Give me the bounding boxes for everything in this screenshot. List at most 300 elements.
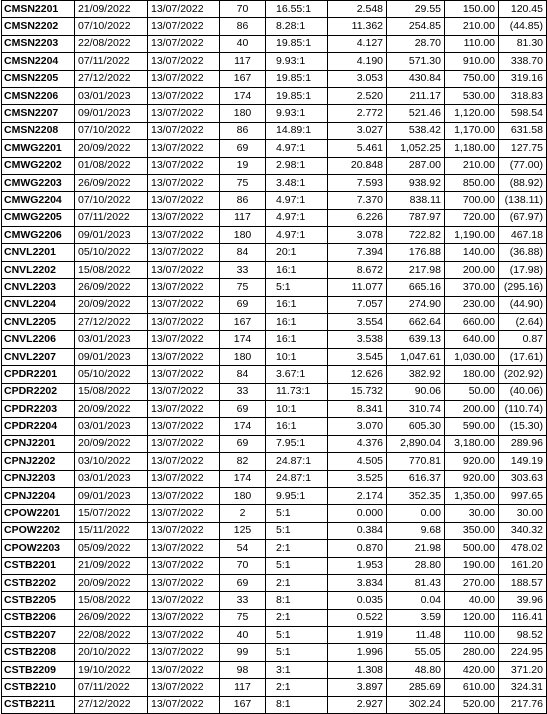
price-cell: 640.00: [445, 331, 499, 348]
price-cell: 850.00: [445, 174, 499, 191]
table-row: [2, 400, 547, 417]
expiry-date-cell: 07/10/2022: [75, 122, 148, 139]
table-row: [2, 453, 547, 470]
warrant-code-cell: CMSN2203: [2, 35, 75, 52]
table-row: [2, 70, 547, 87]
warrant-code-cell: CSTB2201: [2, 557, 75, 574]
expiry-date-cell: 26/09/2022: [75, 174, 148, 191]
value-per-unit-cell: 0.384: [328, 522, 387, 539]
expiry-date-cell: 20/10/2022: [75, 644, 148, 661]
value-per-unit-cell: 3.027: [328, 122, 387, 139]
days-remaining-cell: 180: [220, 487, 266, 504]
valuation-date-cell: 13/07/2022: [148, 87, 220, 104]
table-row: [2, 627, 547, 644]
days-remaining-cell: 174: [220, 331, 266, 348]
difference-cell: 371.20: [499, 661, 547, 678]
warrant-code-cell: CPNJ2204: [2, 487, 75, 504]
table-row: [2, 644, 547, 661]
days-remaining-cell: 54: [220, 540, 266, 557]
conversion-ratio-cell: 2:1: [266, 574, 328, 591]
difference-cell: 188.57: [499, 574, 547, 591]
value-per-unit-cell: 3.834: [328, 574, 387, 591]
expiry-date-cell: 07/11/2022: [75, 679, 148, 696]
value-per-unit-cell: 0.522: [328, 609, 387, 626]
days-remaining-cell: 167: [220, 314, 266, 331]
value-per-unit-cell: 1.953: [328, 557, 387, 574]
difference-cell: 161.20: [499, 557, 547, 574]
valuation-date-cell: 13/07/2022: [148, 331, 220, 348]
price-cell: 920.00: [445, 470, 499, 487]
days-remaining-cell: 33: [220, 261, 266, 278]
warrant-code-cell: CMWG2202: [2, 157, 75, 174]
expiry-date-cell: 15/08/2022: [75, 592, 148, 609]
expiry-date-cell: 09/01/2023: [75, 487, 148, 504]
days-remaining-cell: 180: [220, 348, 266, 365]
warrant-code-cell: CNVL2203: [2, 279, 75, 296]
amount-cell: 639.13: [387, 331, 445, 348]
amount-cell: 605.30: [387, 418, 445, 435]
difference-cell: (295.16): [499, 279, 547, 296]
warrant-code-cell: CSTB2211: [2, 696, 75, 713]
conversion-ratio-cell: 16.55:1: [266, 1, 328, 18]
expiry-date-cell: 15/11/2022: [75, 522, 148, 539]
difference-cell: 598.54: [499, 105, 547, 122]
warrant-code-cell: CPOW2202: [2, 522, 75, 539]
value-per-unit-cell: 3.078: [328, 227, 387, 244]
days-remaining-cell: 167: [220, 70, 266, 87]
amount-cell: 0.00: [387, 505, 445, 522]
expiry-date-cell: 20/09/2022: [75, 400, 148, 417]
amount-cell: 9.68: [387, 522, 445, 539]
difference-cell: 81.30: [499, 35, 547, 52]
amount-cell: 2,890.04: [387, 435, 445, 452]
difference-cell: 30.00: [499, 505, 547, 522]
table-row: [2, 383, 547, 400]
difference-cell: 217.76: [499, 696, 547, 713]
difference-cell: 318.83: [499, 87, 547, 104]
value-per-unit-cell: 1.996: [328, 644, 387, 661]
warrant-code-cell: CSTB2207: [2, 627, 75, 644]
days-remaining-cell: 125: [220, 522, 266, 539]
table-row: [2, 540, 547, 557]
value-per-unit-cell: 20.848: [328, 157, 387, 174]
table-row: [2, 557, 547, 574]
expiry-date-cell: 22/08/2022: [75, 627, 148, 644]
value-per-unit-cell: 3.545: [328, 348, 387, 365]
conversion-ratio-cell: 4.97:1: [266, 140, 328, 157]
difference-cell: (15.30): [499, 418, 547, 435]
days-remaining-cell: 69: [220, 574, 266, 591]
expiry-date-cell: 27/12/2022: [75, 70, 148, 87]
difference-cell: (2.64): [499, 314, 547, 331]
expiry-date-cell: 09/01/2023: [75, 105, 148, 122]
expiry-date-cell: 09/01/2023: [75, 227, 148, 244]
table-row: [2, 53, 547, 70]
valuation-date-cell: 13/07/2022: [148, 122, 220, 139]
days-remaining-cell: 33: [220, 592, 266, 609]
conversion-ratio-cell: 8:1: [266, 592, 328, 609]
price-cell: 750.00: [445, 70, 499, 87]
days-remaining-cell: 174: [220, 418, 266, 435]
conversion-ratio-cell: 9.93:1: [266, 53, 328, 70]
value-per-unit-cell: 3.525: [328, 470, 387, 487]
table-body: [2, 1, 547, 714]
expiry-date-cell: 05/10/2022: [75, 244, 148, 261]
conversion-ratio-cell: 2:1: [266, 540, 328, 557]
amount-cell: 616.37: [387, 470, 445, 487]
valuation-date-cell: 13/07/2022: [148, 1, 220, 18]
amount-cell: 382.92: [387, 366, 445, 383]
table-row: [2, 435, 547, 452]
price-cell: 500.00: [445, 540, 499, 557]
valuation-date-cell: 13/07/2022: [148, 627, 220, 644]
warrant-code-cell: CNVL2202: [2, 261, 75, 278]
difference-cell: 127.75: [499, 140, 547, 157]
warrant-code-cell: CMWG2205: [2, 209, 75, 226]
table-row: [2, 696, 547, 713]
valuation-date-cell: 13/07/2022: [148, 296, 220, 313]
difference-cell: 116.41: [499, 609, 547, 626]
difference-cell: (17.98): [499, 261, 547, 278]
value-per-unit-cell: 7.593: [328, 174, 387, 191]
amount-cell: 285.69: [387, 679, 445, 696]
valuation-date-cell: 13/07/2022: [148, 209, 220, 226]
warrant-code-cell: CPNJ2202: [2, 453, 75, 470]
amount-cell: 662.64: [387, 314, 445, 331]
amount-cell: 0.04: [387, 592, 445, 609]
valuation-date-cell: 13/07/2022: [148, 540, 220, 557]
table-row: [2, 331, 547, 348]
value-per-unit-cell: 12.626: [328, 366, 387, 383]
warrant-code-cell: CNVL2201: [2, 244, 75, 261]
table-row: [2, 279, 547, 296]
conversion-ratio-cell: 24.87:1: [266, 470, 328, 487]
warrant-table: [1, 0, 547, 714]
days-remaining-cell: 167: [220, 696, 266, 713]
value-per-unit-cell: 2.772: [328, 105, 387, 122]
table-row: [2, 609, 547, 626]
warrant-code-cell: CPDR2202: [2, 383, 75, 400]
expiry-date-cell: 15/08/2022: [75, 383, 148, 400]
value-per-unit-cell: 6.226: [328, 209, 387, 226]
difference-cell: 631.58: [499, 122, 547, 139]
valuation-date-cell: 13/07/2022: [148, 261, 220, 278]
expiry-date-cell: 20/09/2022: [75, 296, 148, 313]
days-remaining-cell: 75: [220, 279, 266, 296]
conversion-ratio-cell: 8.28:1: [266, 18, 328, 35]
conversion-ratio-cell: 9.95:1: [266, 487, 328, 504]
table-row: [2, 661, 547, 678]
value-per-unit-cell: 3.554: [328, 314, 387, 331]
expiry-date-cell: 19/10/2022: [75, 661, 148, 678]
expiry-date-cell: 20/09/2022: [75, 140, 148, 157]
price-cell: 1,170.00: [445, 122, 499, 139]
valuation-date-cell: 13/07/2022: [148, 366, 220, 383]
warrant-code-cell: CMSN2205: [2, 70, 75, 87]
difference-cell: (138.11): [499, 192, 547, 209]
table-row: [2, 244, 547, 261]
difference-cell: 0.87: [499, 331, 547, 348]
table-row: [2, 122, 547, 139]
difference-cell: 149.19: [499, 453, 547, 470]
days-remaining-cell: 117: [220, 209, 266, 226]
difference-cell: 39.96: [499, 592, 547, 609]
price-cell: 40.00: [445, 592, 499, 609]
expiry-date-cell: 07/10/2022: [75, 192, 148, 209]
conversion-ratio-cell: 3:1: [266, 661, 328, 678]
conversion-ratio-cell: 7.95:1: [266, 435, 328, 452]
warrant-code-cell: CMSN2202: [2, 18, 75, 35]
expiry-date-cell: 27/12/2022: [75, 696, 148, 713]
days-remaining-cell: 33: [220, 383, 266, 400]
amount-cell: 211.17: [387, 87, 445, 104]
warrant-code-cell: CPOW2201: [2, 505, 75, 522]
conversion-ratio-cell: 19.85:1: [266, 70, 328, 87]
value-per-unit-cell: 2.520: [328, 87, 387, 104]
value-per-unit-cell: 15.732: [328, 383, 387, 400]
valuation-date-cell: 13/07/2022: [148, 227, 220, 244]
valuation-date-cell: 13/07/2022: [148, 435, 220, 452]
price-cell: 230.00: [445, 296, 499, 313]
difference-cell: 289.96: [499, 435, 547, 452]
difference-cell: (17.61): [499, 348, 547, 365]
days-remaining-cell: 84: [220, 244, 266, 261]
valuation-date-cell: 13/07/2022: [148, 383, 220, 400]
amount-cell: 48.80: [387, 661, 445, 678]
expiry-date-cell: 03/01/2023: [75, 470, 148, 487]
table-row: [2, 314, 547, 331]
difference-cell: 338.70: [499, 53, 547, 70]
days-remaining-cell: 40: [220, 627, 266, 644]
amount-cell: 787.97: [387, 209, 445, 226]
difference-cell: 340.32: [499, 522, 547, 539]
conversion-ratio-cell: 19.85:1: [266, 87, 328, 104]
amount-cell: 55.05: [387, 644, 445, 661]
amount-cell: 571.30: [387, 53, 445, 70]
days-remaining-cell: 180: [220, 105, 266, 122]
table-row: [2, 522, 547, 539]
table-row: [2, 261, 547, 278]
valuation-date-cell: 13/07/2022: [148, 53, 220, 70]
warrant-code-cell: CSTB2209: [2, 661, 75, 678]
valuation-date-cell: 13/07/2022: [148, 470, 220, 487]
valuation-date-cell: 13/07/2022: [148, 661, 220, 678]
days-remaining-cell: 86: [220, 192, 266, 209]
value-per-unit-cell: 0.870: [328, 540, 387, 557]
table-row: [2, 18, 547, 35]
warrant-code-cell: CMWG2201: [2, 140, 75, 157]
warrant-code-cell: CPDR2203: [2, 400, 75, 417]
conversion-ratio-cell: 14.89:1: [266, 122, 328, 139]
amount-cell: 1,047.61: [387, 348, 445, 365]
expiry-date-cell: 21/09/2022: [75, 557, 148, 574]
days-remaining-cell: 117: [220, 679, 266, 696]
days-remaining-cell: 180: [220, 227, 266, 244]
table-row: [2, 470, 547, 487]
valuation-date-cell: 13/07/2022: [148, 157, 220, 174]
expiry-date-cell: 03/01/2023: [75, 331, 148, 348]
value-per-unit-cell: 1.919: [328, 627, 387, 644]
conversion-ratio-cell: 10:1: [266, 348, 328, 365]
amount-cell: 29.55: [387, 1, 445, 18]
expiry-date-cell: 05/09/2022: [75, 540, 148, 557]
table-row: [2, 227, 547, 244]
price-cell: 590.00: [445, 418, 499, 435]
conversion-ratio-cell: 2:1: [266, 609, 328, 626]
days-remaining-cell: 86: [220, 18, 266, 35]
valuation-date-cell: 13/07/2022: [148, 644, 220, 661]
amount-cell: 310.74: [387, 400, 445, 417]
days-remaining-cell: 2: [220, 505, 266, 522]
price-cell: 190.00: [445, 557, 499, 574]
conversion-ratio-cell: 16:1: [266, 261, 328, 278]
expiry-date-cell: 03/01/2023: [75, 418, 148, 435]
table-row: [2, 505, 547, 522]
warrant-code-cell: CMSN2208: [2, 122, 75, 139]
price-cell: 530.00: [445, 87, 499, 104]
warrant-code-cell: CSTB2206: [2, 609, 75, 626]
price-cell: 420.00: [445, 661, 499, 678]
value-per-unit-cell: 3.070: [328, 418, 387, 435]
amount-cell: 938.92: [387, 174, 445, 191]
table-row: [2, 87, 547, 104]
value-per-unit-cell: 4.505: [328, 453, 387, 470]
expiry-date-cell: 07/11/2022: [75, 53, 148, 70]
price-cell: 610.00: [445, 679, 499, 696]
difference-cell: 997.65: [499, 487, 547, 504]
days-remaining-cell: 86: [220, 122, 266, 139]
price-cell: 110.00: [445, 35, 499, 52]
warrant-code-cell: CSTB2202: [2, 574, 75, 591]
days-remaining-cell: 117: [220, 53, 266, 70]
value-per-unit-cell: 7.370: [328, 192, 387, 209]
warrant-code-cell: CPNJ2201: [2, 435, 75, 452]
conversion-ratio-cell: 20:1: [266, 244, 328, 261]
valuation-date-cell: 13/07/2022: [148, 348, 220, 365]
days-remaining-cell: 84: [220, 366, 266, 383]
expiry-date-cell: 26/09/2022: [75, 609, 148, 626]
warrant-code-cell: CMSN2204: [2, 53, 75, 70]
amount-cell: 430.84: [387, 70, 445, 87]
valuation-date-cell: 13/07/2022: [148, 105, 220, 122]
amount-cell: 302.24: [387, 696, 445, 713]
amount-cell: 538.42: [387, 122, 445, 139]
conversion-ratio-cell: 16:1: [266, 314, 328, 331]
price-cell: 1,030.00: [445, 348, 499, 365]
difference-cell: (44.85): [499, 18, 547, 35]
valuation-date-cell: 13/07/2022: [148, 174, 220, 191]
price-cell: 1,180.00: [445, 140, 499, 157]
amount-cell: 217.98: [387, 261, 445, 278]
difference-cell: (88.92): [499, 174, 547, 191]
days-remaining-cell: 69: [220, 296, 266, 313]
warrant-code-cell: CNVL2207: [2, 348, 75, 365]
amount-cell: 21.98: [387, 540, 445, 557]
table-row: [2, 157, 547, 174]
valuation-date-cell: 13/07/2022: [148, 244, 220, 261]
amount-cell: 28.70: [387, 35, 445, 52]
conversion-ratio-cell: 2:1: [266, 679, 328, 696]
days-remaining-cell: 69: [220, 435, 266, 452]
difference-cell: (77.00): [499, 157, 547, 174]
warrant-code-cell: CNVL2206: [2, 331, 75, 348]
price-cell: 210.00: [445, 18, 499, 35]
warrant-code-cell: CPOW2203: [2, 540, 75, 557]
conversion-ratio-cell: 4.97:1: [266, 209, 328, 226]
value-per-unit-cell: 11.077: [328, 279, 387, 296]
amount-cell: 521.46: [387, 105, 445, 122]
difference-cell: 224.95: [499, 644, 547, 661]
days-remaining-cell: 75: [220, 609, 266, 626]
conversion-ratio-cell: 9.93:1: [266, 105, 328, 122]
warrant-code-cell: CMWG2203: [2, 174, 75, 191]
price-cell: 910.00: [445, 53, 499, 70]
table-row: [2, 487, 547, 504]
price-cell: 210.00: [445, 157, 499, 174]
valuation-date-cell: 13/07/2022: [148, 140, 220, 157]
days-remaining-cell: 82: [220, 453, 266, 470]
price-cell: 920.00: [445, 453, 499, 470]
conversion-ratio-cell: 10:1: [266, 400, 328, 417]
warrant-code-cell: CMWG2206: [2, 227, 75, 244]
value-per-unit-cell: 2.174: [328, 487, 387, 504]
value-per-unit-cell: 2.548: [328, 1, 387, 18]
price-cell: 200.00: [445, 400, 499, 417]
valuation-date-cell: 13/07/2022: [148, 505, 220, 522]
table-row: [2, 296, 547, 313]
amount-cell: 81.43: [387, 574, 445, 591]
expiry-date-cell: 20/09/2022: [75, 574, 148, 591]
table-row: [2, 418, 547, 435]
price-cell: 1,350.00: [445, 487, 499, 504]
conversion-ratio-cell: 5:1: [266, 557, 328, 574]
difference-cell: 467.18: [499, 227, 547, 244]
price-cell: 140.00: [445, 244, 499, 261]
expiry-date-cell: 03/10/2022: [75, 453, 148, 470]
expiry-date-cell: 09/01/2023: [75, 348, 148, 365]
difference-cell: 98.52: [499, 627, 547, 644]
price-cell: 660.00: [445, 314, 499, 331]
table-row: [2, 574, 547, 591]
days-remaining-cell: 174: [220, 87, 266, 104]
expiry-date-cell: 05/10/2022: [75, 366, 148, 383]
value-per-unit-cell: 0.035: [328, 592, 387, 609]
conversion-ratio-cell: 5:1: [266, 279, 328, 296]
valuation-date-cell: 13/07/2022: [148, 522, 220, 539]
valuation-date-cell: 13/07/2022: [148, 609, 220, 626]
value-per-unit-cell: 5.461: [328, 140, 387, 157]
days-remaining-cell: 19: [220, 157, 266, 174]
warrant-code-cell: CMSN2206: [2, 87, 75, 104]
conversion-ratio-cell: 5:1: [266, 522, 328, 539]
value-per-unit-cell: 3.053: [328, 70, 387, 87]
price-cell: 720.00: [445, 209, 499, 226]
amount-cell: 1,052.25: [387, 140, 445, 157]
value-per-unit-cell: 4.376: [328, 435, 387, 452]
valuation-date-cell: 13/07/2022: [148, 557, 220, 574]
conversion-ratio-cell: 2.98:1: [266, 157, 328, 174]
difference-cell: 120.45: [499, 1, 547, 18]
conversion-ratio-cell: 11.73:1: [266, 383, 328, 400]
conversion-ratio-cell: 16:1: [266, 331, 328, 348]
expiry-date-cell: 15/07/2022: [75, 505, 148, 522]
conversion-ratio-cell: 4.97:1: [266, 192, 328, 209]
valuation-date-cell: 13/07/2022: [148, 400, 220, 417]
days-remaining-cell: 99: [220, 644, 266, 661]
table-row: [2, 105, 547, 122]
conversion-ratio-cell: 3.48:1: [266, 174, 328, 191]
valuation-date-cell: 13/07/2022: [148, 696, 220, 713]
